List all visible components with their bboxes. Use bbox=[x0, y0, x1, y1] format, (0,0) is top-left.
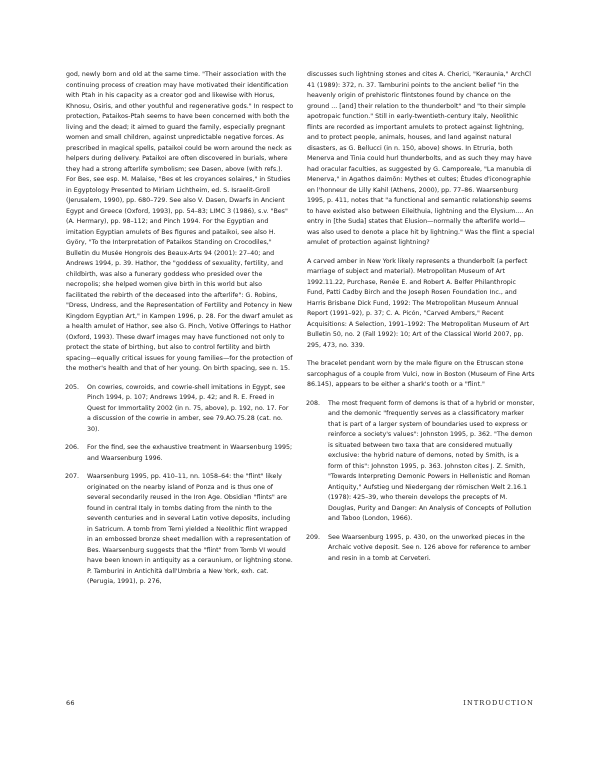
footnote-number: 209. bbox=[306, 533, 321, 541]
footnote-text: See Waarsenburg 1995, p. 430, on the unworked pieces in the Archaic votive deposit. See n. 126 above for reference to amber and resin in a tomb at Cerveteri. bbox=[328, 533, 531, 562]
footnote-209 bbox=[307, 533, 535, 565]
right-column bbox=[307, 70, 535, 572]
running-head: INTRODUCTION bbox=[463, 699, 534, 707]
footnote-206 bbox=[66, 443, 294, 464]
left-column bbox=[66, 70, 294, 596]
footnote-text: Waarsenburg 1995, pp. 410–11, nn. 1058–64: the "flint" likely originated on the nearby island of Ponza and is thus one of several secondarily reused in the Iron Age. Obsidian "flints" are found in central Italy in tombs dating from the ninth to the seventh centuries and in several Latin votive deposits, including in Satricum. A tomb from Terni yielded a Neolithic flint wrapped in an embossed bronze sheet medallion with a representation of Bes. Waarsenburg suggests that the "flint" from Tomb VI would have been known in antiquity as a ceraunium, or lightning stone. P. Tamburini in Antichità dall'Umbria a New York, exh. cat. (Perugia, 1991), p. 276, bbox=[87, 473, 293, 585]
page-number: 66 bbox=[66, 699, 75, 707]
footnote-208 bbox=[307, 399, 535, 525]
footnote-text: For the find, see the exhaustive treatment in Waarsenburg 1995; and Waarsenburg 1996. bbox=[87, 444, 293, 462]
footnote-207 bbox=[66, 472, 294, 588]
footnote-text: The most frequent form of demons is that of a hybrid or monster, and the demonic "frequently serves as a classificatory marker that is part of a larger system of boundaries used to express or reinforce a society's values": Johnston 1995, p. 362. "The demon is situated between two taxa that are considered mutually exclusive: the hybrid nature of demons, noted by Smith, is a form of this": Johnston 1995, p. 363. Johnston cites J. Z. Smith, "Towards Interpreting Demonic Powers in Hellenistic and Roman Antiquity," Aufstieg und Niedergang der römischen Welt 2.16.1 (1978): 425–39, who therein develops the precepts of M. Douglas, Purity and Danger: An Analysis of Concepts of Pollution and Taboo (London, 1966). bbox=[328, 399, 535, 522]
bracelet-paragraph: The bracelet pendant worn by the male figure on the Etruscan stone sarcophagus of a couple from Vulci, now in Boston (Museum of Fine Arts 86.145), appears to be either a shark's tooth or a "flint." bbox=[307, 360, 535, 388]
left-continuation-text: god, newly born and old at the same time. "Their association with the continuing process of creation may have motivated their identification with Ptah in his capacity as a creator god and likewise with Horus, Khnosu, Osiris, and other youthful and regenerative gods." In respect to protection, Pataikos-Ptah seems to have been concerned with both the living and the dead; it aimed to guard the family, especially pregnant women and small children, against unpredictable negative forces. As prescribed in magical spells, pataikoi could be worn around the neck as helpers during delivery. Pataikoi are often discovered in burials, where they had a strong afterlife symbolism; see Dasen, above (with refs.). For Bes, see esp. M. Malaise, "Bes et les croyances solaires," in Studies in Egyptology Presented to Miriam Lichtheim, ed. S. Israelit-Groll (Jerusalem, 1990), pp. 680–729. See also V. Dasen, Dwarfs in Ancient Egypt and Greece (Oxford, 1993), pp. 54–83; LIMC 3 (1986), s.v. "Bes" (A. Hermary), pp. 98–112; and Pinch 1994. For the Egyptian and imitation Egyptian amulets of Bes figures and pataikoi, see also H. Györy, "To the Interpretation of Pataikos Standing on Crocodiles," Bulletin du Musée Hongrois des Beaux-Arts 94 (2001): 27–40; and Andrews 1994, p. 39. Hathor, the "goddess of sexuality, fertility, and childbirth, was also a funerary goddess who presided over the necropolis; she helped women give birth in this world but also facilitated the rebirth of the deceased into the afterlife": G. Robins, "Dress, Undress, and the Representation of Fertility and Potency in New Kingdom Egyptian Art," in Kampen 1996, p. 28. For the dwarf amulet as a health amulet of Hathor, see also G. Pinch, Votive Offerings to Hathor (Oxford, 1993). These dwarf images may have functioned not only to protect the state of birthing, but also to control fertility and birth spacing—equally critical issues for young families—for the protection of the mother's health and that of her young. On birth spacing, see n. 15. bbox=[66, 71, 294, 372]
footnote-205 bbox=[66, 383, 294, 436]
footnote-number: 206. bbox=[65, 444, 80, 451]
footnote-number: 208. bbox=[306, 399, 321, 407]
footnote-number: 207. bbox=[65, 473, 80, 480]
footnote-number: 205. bbox=[65, 383, 80, 391]
right-continuation-text: discusses such lightning stones and cites A. Cherici, "Keraunia," ArchCl 41 (1989): 372, n. 37. Tamburini points to the ancient belief "in the heavenly origin of prehistoric flintstones found by chance on the ground ... [and] their relation to the thunderbolt" and "to their simple apotropaic function." Still in early-twentieth-century Italy, Neolithic flints are recorded as important amulets to protect against lightning, and to protect people, animals, houses, and land against natural disasters, as G. Bellucci (in n. 150, above) shows. In Etruria, both Menerva and Tinia could hurl thunderbolts, and as such they may have had oracular faculties, as suggested by G. Camporeale, "La manubia di Menerva," in Agathos daimōn: Mythes et cultes; Études d'iconographie en l'honneur de Lilly Kahil (Athens, 2000), pp. 77–86. Waarsenburg 1995, p. 411, notes that "a functional and semantic relationship seems to have existed also between Eileithuia, lightning and the Elysium.... An entry in [the Suda] states that Elusion—normally the afterlife world—was also used to denote a place hit by lightning." Was the flint a special amulet of protection against lightning? bbox=[307, 71, 535, 246]
thunderbolt-paragraph: A carved amber in New York likely represents a thunderbolt (a perfect marriage of subject and material). Metropolitan Museum of Art 1992.11.22, Purchase, Renée E. and Robert A. Belfer Philanthropic Fund, Patti Cadby Birch and the Joseph Rosen Foundation Inc., and Harris Brisbane Dick Fund, 1992: The Metropolitan Museum Annual Report (1991–92), p. 37; C. A. Picón, "Carved Ambers," Recent Acquisitions: A Selection, 1991–1992: The Metropolitan Museum of Art Bulletin 50, no. 2 (Fall 1992): 10; Art of the Classical World 2007, pp. 295, 473, no. 339. bbox=[307, 257, 530, 349]
footnote-text: On cowries, cowroids, and cowrie-shell imitations in Egypt, see Pinch 1994, p. 107; Andrews 1994, p. 42; and R. E. Freed in Quest for Immortality 2002 (in n. 75, above), p. 192, no. 17. For a discussion of the cowrie in amber, see 79.AO.75.28 (cat. no. 30). bbox=[87, 383, 289, 433]
